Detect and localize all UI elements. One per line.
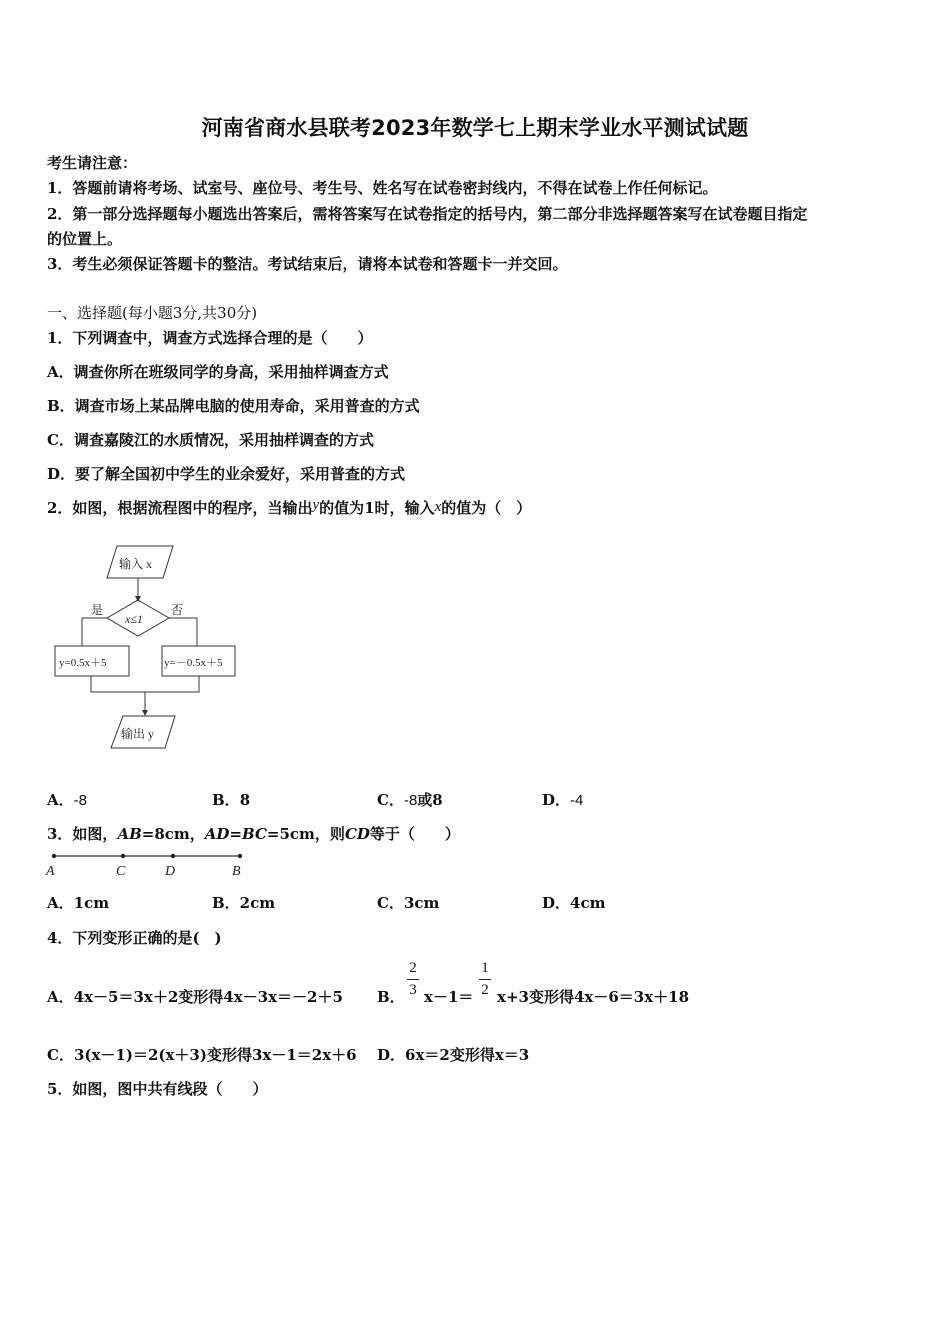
- q2-stem-c: 的值为（ ）: [441, 499, 532, 517]
- q5-stem: 5．如图，图中共有线段（ ）: [47, 1080, 268, 1098]
- flow-right-formula: y=－0.5x＋5: [164, 657, 223, 669]
- q4-frac2-bar: [479, 979, 491, 980]
- notice-item-3: 3．考生必须保证答题卡的整洁。考试结束后，请将本试卷和答题卡一并交回。: [47, 255, 568, 273]
- q3-label-c: C: [116, 864, 126, 879]
- flow-merge: [91, 676, 199, 692]
- notice-heading: 考生请注意：: [47, 154, 138, 172]
- q4-stem: 4．下列变形正确的是( ): [47, 929, 222, 947]
- q2-option-d: D．-4: [542, 791, 584, 809]
- q2-stem-a: 2．如图，根据流程图中的程序，当输出: [47, 499, 313, 517]
- page-title: 河南省商水县联考2023年数学七上期末学业水平测试试题: [201, 116, 749, 140]
- flow-input-text: 输入 x: [119, 557, 153, 571]
- flow-condition-text: x≤1: [125, 612, 143, 626]
- q3-label-b: B: [232, 864, 241, 879]
- q1-option-b: B．调查市场上某品牌电脑的使用寿命，采用普查的方式: [47, 397, 420, 415]
- q3-label-d: D: [165, 864, 176, 879]
- notice-item-2: 2．第一部分选择题每小题选出答案后，需将答案写在试卷指定的括号内，第二部分非选择题答案写在试卷题目指定: [47, 205, 808, 223]
- q3-line-figure: [45, 850, 255, 880]
- q4-frac1-den: 3: [409, 982, 417, 998]
- q2-option-b: B．8: [212, 791, 251, 809]
- q4-frac1-bar: [407, 979, 419, 980]
- q4-option-b-end: x+3变形得4x－6＝3x＋18: [497, 988, 690, 1006]
- q4-option-b-mid: x－1＝: [424, 988, 474, 1006]
- q4-fraction-2-3: [405, 960, 421, 999]
- notice-item-1: 1．答题前请将考场、试室号、座位号、考生号、姓名写在试卷密封线内，不得在试卷上作任何标记。: [47, 179, 718, 197]
- q2-var-x: x: [434, 499, 442, 515]
- q4-frac2-num: 1: [481, 960, 489, 976]
- q2-option-a: A．-8: [47, 791, 87, 809]
- q4-frac1-num: 2: [409, 960, 417, 976]
- q3-option-d: D．4cm: [542, 894, 606, 912]
- q4-option-b-label: B．: [377, 988, 405, 1006]
- q1-option-c: C．调查嘉陵江的水质情况，采用抽样调查的方式: [47, 431, 374, 449]
- q1-option-a: A．调查你所在班级同学的身高，采用抽样调查方式: [47, 363, 389, 381]
- q2-var-y: y: [312, 497, 320, 513]
- q3-option-b: B．2cm: [212, 894, 276, 912]
- flowchart: [45, 538, 245, 754]
- q3-option-c: C．3cm: [377, 894, 440, 912]
- q3-point-a: [52, 854, 56, 858]
- q4-option-d: D．6x＝2变形得x＝3: [377, 1046, 530, 1064]
- q4-option-a: A．4x－5＝3x＋2变形得4x－3x＝－2＋5: [47, 988, 343, 1006]
- q4-fraction-1-2: [477, 960, 493, 999]
- q4-frac2-den: 2: [481, 982, 489, 998]
- q3-label-a: A: [46, 864, 55, 879]
- q1-stem: 1．下列调查中，调查方式选择合理的是（ ）: [47, 329, 373, 347]
- flow-no-text: 否: [171, 603, 184, 617]
- section-heading: 一、选择题(每小题3分,共30分): [47, 304, 258, 322]
- q3-point-b: [238, 854, 242, 858]
- q3-stem: 3．如图，AB=8cm，AD=BC=5cm，则CD等于（ ）: [47, 825, 460, 843]
- q1-option-d: D．要了解全国初中学生的业余爱好，采用普查的方式: [47, 465, 406, 483]
- q2-stem: [47, 497, 531, 518]
- flow-yes-text: 是: [91, 603, 104, 617]
- q3-point-d: [171, 854, 175, 858]
- flow-no-branch: [169, 618, 197, 646]
- notice-item-2-cont: 的位置上。: [47, 230, 123, 248]
- q2-option-c: C．-8或8: [377, 791, 443, 809]
- q3-option-a: A．1cm: [47, 894, 110, 912]
- flow-output-text: 输出 y: [121, 727, 155, 741]
- flow-left-formula: y=0.5x＋5: [59, 657, 107, 669]
- q4-option-c: C．3(x－1)＝2(x＋3)变形得3x－1＝2x＋6: [47, 1046, 357, 1064]
- flow-arrowhead-2: [142, 710, 148, 716]
- q3-point-c: [121, 854, 125, 858]
- q2-stem-b: 的值为1时，输入: [319, 499, 435, 517]
- flow-yes-branch: [82, 618, 107, 646]
